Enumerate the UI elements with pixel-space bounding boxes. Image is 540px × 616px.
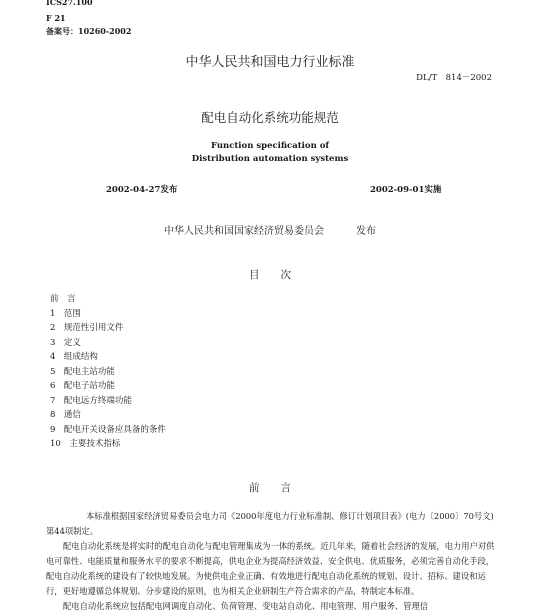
toc-item-10[interactable]: 10 主要技术指标 xyxy=(50,439,121,449)
ics-code: ICS27.100 xyxy=(46,0,93,7)
toc-item-7[interactable]: 7 配电远方终端功能 xyxy=(50,396,132,406)
english-title-line-2: Distribution automation systems xyxy=(191,154,349,164)
foreword-paragraph-1: 本标准根据国家经济贸易委员会电力司《2000年度电力行业标准制、修订计划项目表》(电力〔2000〕70号文)第44项制定。 xyxy=(46,511,494,536)
toc-item-8[interactable]: 8 通信 xyxy=(50,410,81,420)
toc-item-foreword[interactable]: 前 言 xyxy=(50,294,76,304)
toc-item-2[interactable]: 2 规范性引用文件 xyxy=(50,323,124,333)
issue-date: 2002-04-27发布 xyxy=(106,185,178,195)
foreword-heading: 前 言 xyxy=(249,482,291,494)
toc-item-5[interactable]: 5 配电主站功能 xyxy=(50,367,115,377)
issuing-authority: 中华人民共和国国家经济贸易委员会 xyxy=(164,226,324,237)
standard-number: DL/T 814－2002 xyxy=(416,73,492,83)
implement-date: 2002-09-01实施 xyxy=(370,185,442,195)
issuing-suffix: 发布 xyxy=(356,226,376,237)
toc-item-3[interactable]: 3 定义 xyxy=(50,338,81,348)
record-number: 备案号：10260-2002 xyxy=(46,26,132,36)
category-code: F 21 xyxy=(46,13,66,23)
toc-item-9[interactable]: 9 配电开关设备应具备的条件 xyxy=(50,425,166,435)
toc-item-4[interactable]: 4 组成结构 xyxy=(50,352,98,362)
foreword-paragraph-3: 配电自动化系统应包括配电网调度自动化、负荷管理、变电站自动化、用电管理、用户服务、管理信 xyxy=(63,601,429,611)
toc-heading: 目 次 xyxy=(249,269,291,281)
standard-type: 中华人民共和国电力行业标准 xyxy=(185,55,355,70)
document-title: 配电自动化系统功能规范 xyxy=(201,110,339,125)
toc-item-1[interactable]: 1 范围 xyxy=(50,309,81,319)
foreword-paragraph-2: 配电自动化系统是将实时的配电自动化与配电管理集成为一体的系统。近几年来，随着社会经济的发展，电力用户对供电可靠性、电能质量和服务水平的要求不断提高，供电企业为提高经济效益、安全供电、优质服务，必须完善自动化手段，配电自动化系统的建设有了较快地发展。为使供电企业正确、有效地进行配电自动化系统的规划、设计、招标、建设和运行，更好地遵循总体规划、分步建设的原则，也为相关企业研制生产符合需求的产品，特制定本标准。 xyxy=(46,541,495,596)
toc-item-6[interactable]: 6 配电子站功能 xyxy=(50,381,115,391)
english-title-line-1: Function specification of xyxy=(210,141,330,151)
